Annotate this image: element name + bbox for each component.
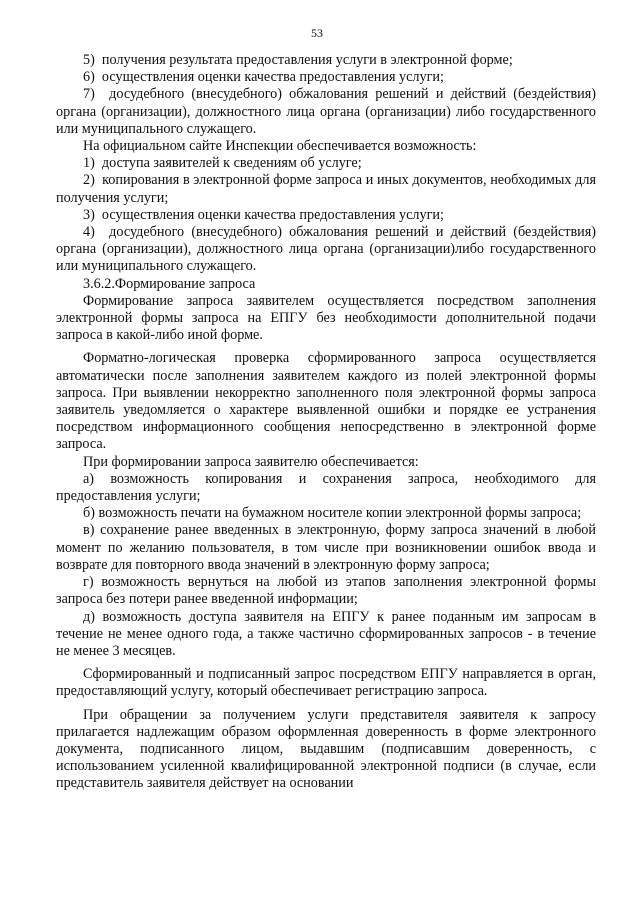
list-item-b: б) возможность печати на бумажном носителе копии электронной формы запроса; [83, 505, 582, 522]
paragraph-signed-request: Сформированный и подписанный запрос посредством ЕПГУ направляется в орган, предоставляющий услугу, который обеспечивает регистрацию запроса. [56, 666, 596, 700]
list-item-3: 3) осуществления оценки качества предоставления услуги; [83, 206, 444, 223]
list-item-d: д) возможность доступа заявителя на ЕПГУ к ранее поданным им запросам в течение не менее одного года, а также частично сформированных запросов - в течение не менее 3 месяцев. [56, 608, 596, 659]
paragraph-provided-features: При формировании запроса заявителю обеспечивается: [83, 453, 419, 470]
list-item-v: в) сохранение ранее введенных в электронную, форму запроса значений в любой момент по желанию пользователя, в том числе при возникновении ошибок ввода и возврате для повторного ввода значений в электронную форму запроса; [56, 522, 596, 573]
list-item-6: 6) осуществления оценки качества предоставления услуги; [83, 69, 444, 86]
list-item-7: 7) досудебного (внесудебного) обжалования решений и действий (бездействия) органа (организации), должностного лица органа (организации) либо государственного или муниципального служащего. [56, 86, 596, 137]
list-item-a: а) возможность копирования и сохранения запроса, необходимого для предоставления услуги; [56, 470, 596, 505]
list-item-4: 4) досудебного (внесудебного) обжалования решений и действий (бездействия) органа (организации), должностного лица органа (организации)либо государственного или муниципального служащего. [56, 224, 596, 275]
list-item-2: 2) копирования в электронной форме запроса и иных документов, необходимых для получения услуги; [56, 172, 596, 206]
document-body [56, 52, 596, 793]
list-item-1: 1) доступа заявителей к сведениям об услуге; [83, 155, 362, 172]
list-item-g: г) возможность вернуться на любой из этапов заполнения электронной формы запроса без потери ранее введенной информации; [56, 574, 596, 608]
paragraph-request-formation: Формирование запроса заявителем осуществляется посредством заполнения электронной формы запроса на ЕПГУ без необходимости дополнительной подачи запроса в какой-либо иной форме. [56, 292, 596, 344]
paragraph-format-check: Форматно-логическая проверка сформированного запроса осуществляется автоматически после заполнения заявителем каждого из полей электронной формы запроса. При выявлении некорректно заполненного поля электронной формы запроса заявитель уведомляется о характере выявленной ошибки и порядке ее устранения посредством информационного сообщения непосредственно в электронной форме запроса. [56, 350, 596, 453]
page-number: 53 [311, 26, 323, 40]
paragraph-representative: При обращении за получением услуги представителя заявителя к запросу прилагается надлежащим образом оформленная доверенность в форме электронного документа, подписанного лицом, выдавшим (подписавшим доверенность, с использованием усиленной квалифицированной электронной подписи (в случае, если представитель заявителя действует на основании [56, 706, 596, 792]
paragraph-website-capabilities: На официальном сайте Инспекции обеспечивается возможность: [83, 138, 477, 155]
section-heading: 3.6.2.Формирование запроса [83, 275, 256, 292]
list-item-5: 5) получения результата предоставления услуги в электронной форме; [83, 52, 513, 68]
